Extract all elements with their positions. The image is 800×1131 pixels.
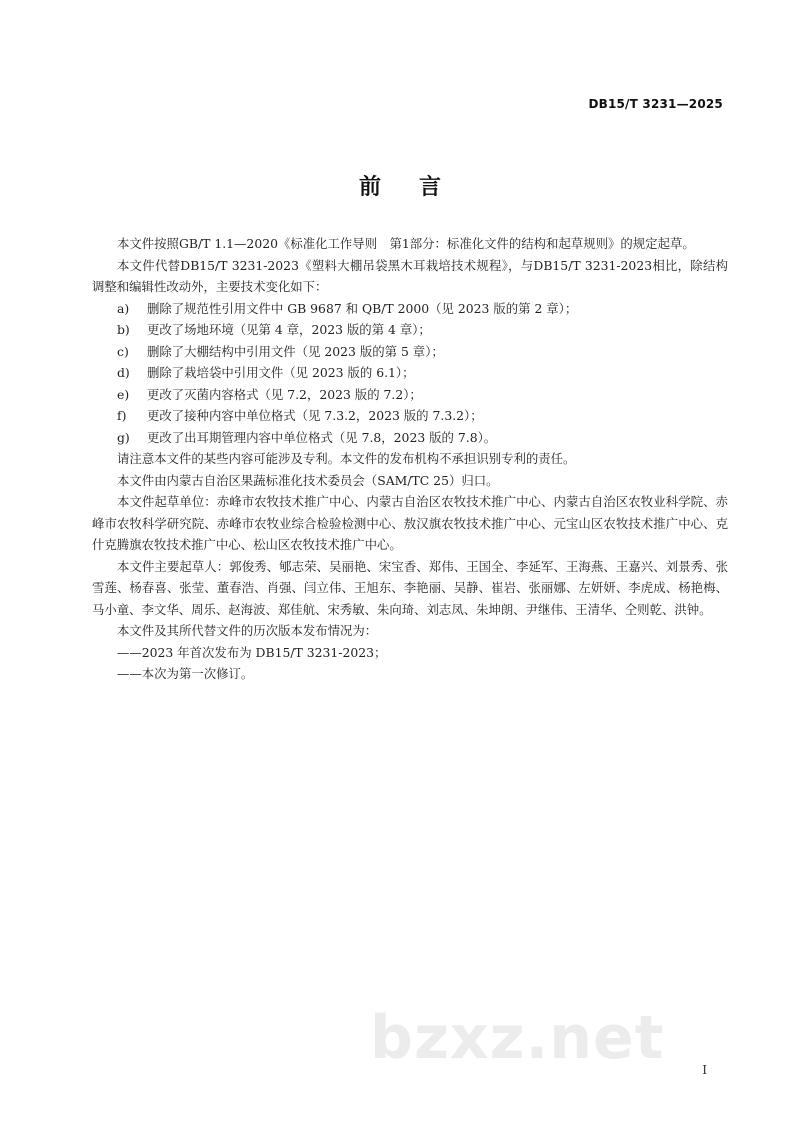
change-item-text: 更改了出耳期管理内容中单位格式（见 7.8，2023 版的 7.8）。 — [147, 429, 497, 445]
history-item: ——2023 年首次发布为 DB15/T 3231-2023； — [117, 644, 387, 660]
change-item-text: 更改了接种内容中单位格式（见 7.3.2，2023 版的 7.3.2）； — [147, 408, 483, 423]
change-item — [92, 362, 728, 384]
document-code: DB15/T 3231—2025 — [588, 97, 723, 111]
change-item — [92, 405, 728, 427]
change-item-text: 更改了灭菌内容格式（见 7.2，2023 版的 7.2）； — [147, 386, 422, 402]
change-item — [92, 427, 728, 449]
change-item-mark: a) — [117, 300, 130, 316]
history-list — [92, 642, 728, 685]
change-item — [92, 319, 728, 341]
change-item-mark: b) — [117, 322, 130, 337]
change-item-text: 删除了大棚结构中引用文件（见 2023 版的第 5 章）； — [147, 343, 444, 359]
paragraph-version-history: 本文件及其所代替文件的历次版本发布情况为： — [117, 623, 378, 638]
page-title-char-1: 前 — [358, 175, 381, 200]
watermark: bzxz.net — [370, 1003, 665, 1073]
paragraph-drafters: 本文件主要起草人：郭俊秀、郇志荣、吴丽艳、宋宝香、郑伟、王国全、李延军、王海燕、王嘉兴、刘景秀、张雪莲、杨春喜、张莹、董春浩、肖强、闫立伟、王旭东、李艳丽、吴静、崔岩、张丽娜、左妍妍、李虎成、杨艳梅、马小童、李文华、周乐、赵海波、郑佳航、宋秀敏、朱向琦、刘志凤、朱坤朗、尹继伟、王清华、仝则乾、洪钟。 — [92, 558, 728, 617]
paragraph-drafting-units: 本文件起草单位：赤峰市农牧技术推广中心、内蒙古自治区农牧技术推广中心、内蒙古自治区农牧业科学院、赤峰市农牧科学研究院、赤峰市农牧业综合检验检测中心、敖汉旗农牧技术推广中心、元宝山区农牧技术推广中心、克什克腾旗农牧技术推广中心、松山区农牧技术推广中心。 — [92, 494, 728, 552]
change-item-text: 更改了场地环境（见第 4 章，2023 版的第 4 章）； — [147, 322, 431, 337]
change-item-mark: g) — [117, 429, 130, 445]
foreword-body — [92, 233, 728, 685]
paragraph-drafting-rules: 本文件按照GB/T 1.1—2020《标准化工作导则 第1部分：标准化文件的结构和起草规则》的规定起草。 — [117, 236, 695, 251]
change-item-mark: d) — [117, 365, 130, 380]
page-title-char-2: 言 — [419, 175, 442, 200]
page-title — [0, 170, 800, 201]
change-item-mark: c) — [117, 343, 129, 359]
change-item-mark: f) — [117, 408, 127, 423]
paragraph-committee: 本文件由内蒙古自治区果蔬标准化技术委员会（SAM/TC 25）归口。 — [117, 472, 499, 488]
change-item-mark: e) — [117, 386, 130, 402]
change-list — [92, 298, 728, 449]
history-item: ——本次为第一次修订。 — [117, 666, 254, 681]
change-item-text: 删除了规范性引用文件中 GB 9687 和 QB/T 2000（见 2023 版的第 2 章）； — [147, 300, 578, 316]
change-item — [92, 298, 728, 320]
page-number: I — [702, 1063, 707, 1077]
change-item — [92, 384, 728, 406]
paragraph-replacement: 本文件代替DB15/T 3231-2023《塑料大棚吊袋黑木耳栽培技术规程》，与DB15/T 3231-2023相比，除结构调整和编辑性改动外，主要技术变化如下： — [92, 257, 728, 294]
paragraph-patent-notice: 请注意本文件的某些内容可能涉及专利。本文件的发布机构不承担识别专利的责任。 — [117, 451, 576, 466]
change-item — [92, 341, 728, 363]
change-item-text: 删除了栽培袋中引用文件（见 2023 版的 6.1）； — [147, 365, 415, 380]
